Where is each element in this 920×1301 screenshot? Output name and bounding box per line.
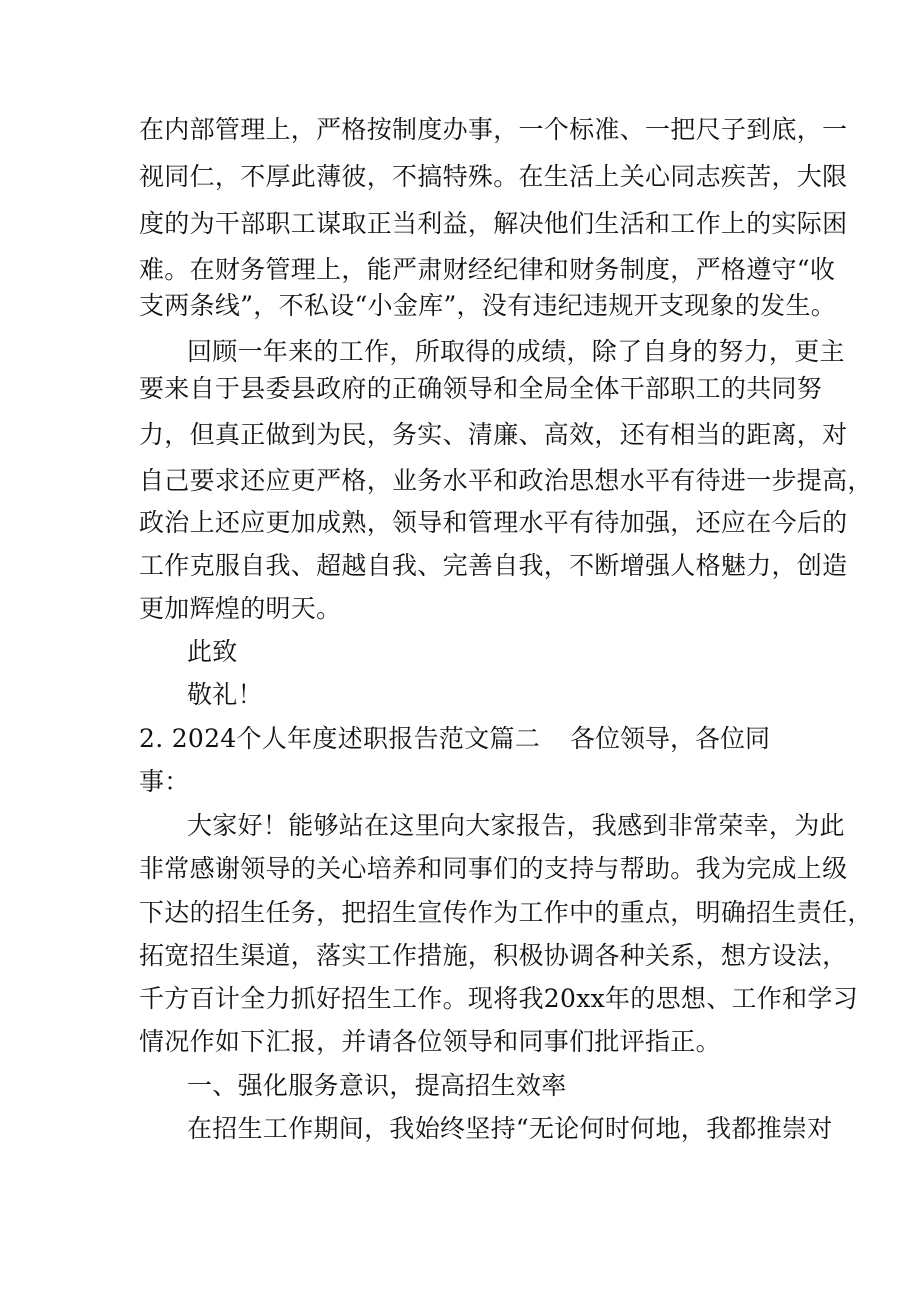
paragraph-line: 度的为干部职工谋取正当利益，解决他们生活和工作上的实际困 xyxy=(139,209,848,238)
paragraph-line: 支两条线”，不私设“小金库”，没有违纪违规开支现象的发生。 xyxy=(139,291,837,320)
paragraph-line: 千方百计全力抓好招生工作。现将我20xx年的思想、工作和学习 xyxy=(139,984,859,1013)
paragraph-line: 难。在财务管理上，能严肃财经纪律和财务制度，严格遵守“收 xyxy=(139,255,836,284)
paragraph-line: 力，但真正做到为民，务实、清廉、高效，还有相当的距离，对 xyxy=(139,420,848,449)
paragraph-line: 回顾一年来的工作，所取得的成绩，除了自身的努力，更主 xyxy=(187,337,845,366)
paragraph-line: 工作克服自我、超越自我、完善自我，不断增强人格魅力，创造 xyxy=(139,551,848,580)
salutation: 各位领导，各位同 xyxy=(570,724,771,753)
closing-line: 此致 xyxy=(187,637,238,666)
closing-line: 敬礼！ xyxy=(187,680,263,709)
section-heading: 2. 2024个人年度述职报告范文篇二 xyxy=(139,724,541,753)
paragraph-line: 政治上还应更加成熟，领导和管理水平有待加强，还应在今后的 xyxy=(139,508,848,537)
paragraph-line: 自己要求还应更严格，业务水平和政治思想水平有待进一步提高， xyxy=(139,466,873,495)
subheading: 一、强化服务意识，提高招生效率 xyxy=(187,1071,567,1100)
paragraph-line: 在招生工作期间，我始终坚持“无论何时何地，我都推崇对 xyxy=(187,1114,833,1143)
paragraph-line: 下达的招生任务，把招生宣传作为工作中的重点，明确招生责任， xyxy=(139,898,873,927)
paragraph-line: 大家好！能够站在这里向大家报告，我感到非常荣幸，为此 xyxy=(187,811,845,840)
salutation-continued: 事： xyxy=(139,767,190,796)
paragraph-line: 在内部管理上，严格按制度办事，一个标准、一把尺子到底，一 xyxy=(139,115,848,144)
paragraph-line: 非常感谢领导的关心培养和同事们的支持与帮助。我为完成上级 xyxy=(139,854,848,883)
paragraph-line: 情况作如下汇报，并请各位领导和同事们批评指正。 xyxy=(139,1027,721,1056)
paragraph-line: 更加辉煌的明天。 xyxy=(139,594,342,623)
paragraph-line: 视同仁，不厚此薄彼，不搞特殊。在生活上关心同志疾苦，大限 xyxy=(139,162,848,191)
paragraph-line: 要来自于县委县政府的正确领导和全局全体干部职工的共同努 xyxy=(139,374,823,403)
paragraph-line: 拓宽招生渠道，落实工作措施，积极协调各种关系，想方设法， xyxy=(139,941,848,970)
